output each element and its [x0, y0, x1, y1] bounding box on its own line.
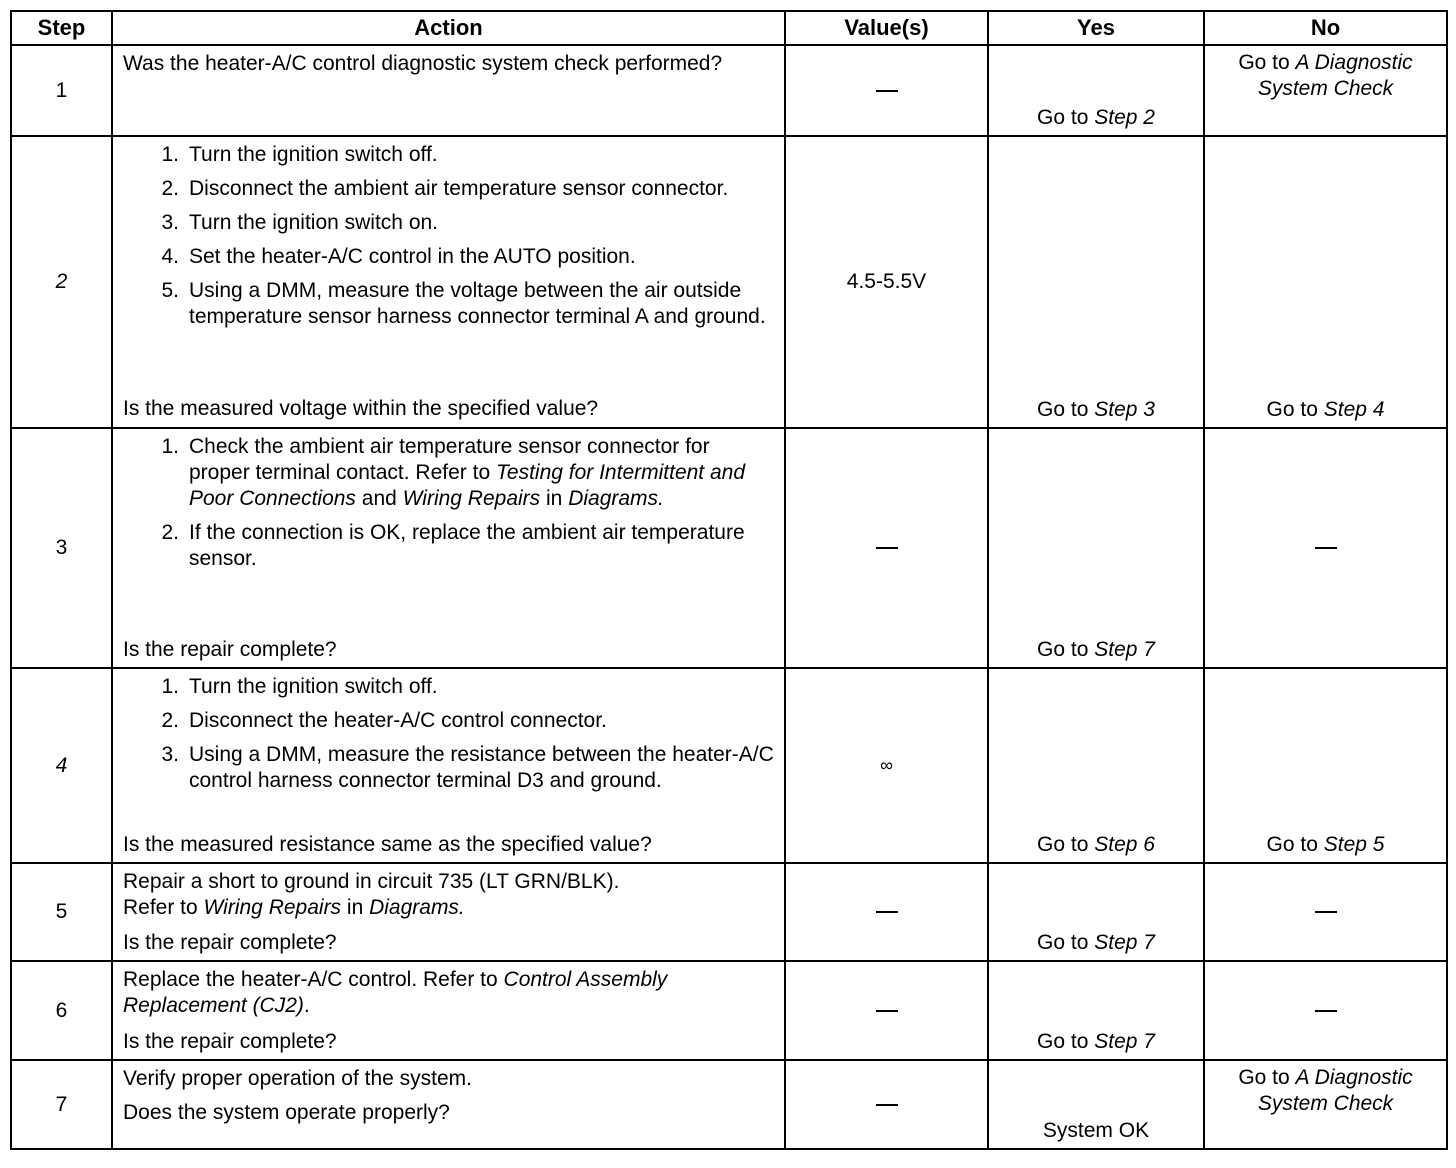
action-text: Repair a short to ground in circuit 735 (LT GRN/BLK).: [123, 870, 620, 893]
list-item: 4. Set the heater-A/C control in the AUTO position.: [161, 245, 636, 268]
value-cell: ∞: [785, 668, 988, 863]
value-cell: [785, 45, 988, 136]
table-row-step-6: [11, 961, 1447, 1060]
yes-prefix: Go to: [1037, 638, 1095, 661]
value-cell: [785, 428, 988, 668]
yes-prefix: Go to: [1037, 398, 1095, 421]
no-cell: [1204, 136, 1447, 428]
action-text: Replace the heater-A/C control. Refer to Control Assembly Replacement (CJ2).: [123, 968, 668, 1017]
action-cell: [112, 428, 785, 668]
table-row-step-7: [11, 1060, 1447, 1149]
list-item: 2. If the connection is OK, replace the ambient air temperature sensor.: [161, 521, 745, 570]
yes-link: Step 7: [1094, 931, 1155, 954]
step-number: 5: [11, 863, 112, 961]
list-item: 1. Turn the ignition switch off.: [161, 675, 438, 698]
no-cell: [1204, 428, 1447, 668]
header-action: Action: [112, 11, 785, 45]
header-step: Step: [11, 11, 112, 45]
action-cell: [112, 961, 785, 1060]
header-values: Value(s): [785, 11, 988, 45]
table-header-row: [11, 11, 1447, 45]
action-question: Is the repair complete?: [123, 1030, 337, 1053]
yes-link: Step 7: [1094, 638, 1155, 661]
action-cell: [112, 863, 785, 961]
action-question: Is the measured resistance same as the specified value?: [123, 833, 652, 856]
yes-link: Step 6: [1094, 833, 1155, 856]
no-link: Step 5: [1323, 833, 1385, 856]
table-row-step-1: [11, 45, 1447, 136]
action-steps: [123, 142, 774, 338]
no-cell: [1204, 45, 1447, 136]
yes-cell: System OK: [988, 1060, 1204, 1149]
action-cell: [112, 1060, 785, 1149]
action-text: Verify proper operation of the system.: [123, 1067, 473, 1090]
no-link: A Diagnostic System Check: [1257, 1066, 1413, 1115]
no-cell: [1204, 961, 1447, 1060]
list-item: 2. Disconnect the ambient air temperature sensor connector.: [161, 177, 729, 200]
dash-mark: [876, 1104, 898, 1106]
action-cell: [112, 136, 785, 428]
list-item: 2. Disconnect the heater-A/C control connector.: [161, 709, 607, 732]
yes-link: Step 7: [1094, 1030, 1155, 1053]
no-prefix: Go to: [1238, 51, 1296, 74]
action-steps: [123, 674, 774, 802]
step-number: 7: [11, 1060, 112, 1149]
table-row-step-3: [11, 428, 1447, 668]
no-prefix: Go to: [1266, 833, 1324, 856]
dash-mark: [1315, 547, 1337, 549]
no-prefix: Go to: [1238, 1066, 1296, 1089]
action-text: Was the heater-A/C control diagnostic system check performed?: [123, 52, 723, 75]
action-cell: [112, 45, 785, 136]
no-cell: [1204, 863, 1447, 961]
header-yes: Yes: [988, 11, 1204, 45]
action-cell: [112, 668, 785, 863]
step-number: 1: [11, 45, 112, 136]
action-reference: Refer to Wiring Repairs in Diagrams.: [123, 896, 465, 919]
list-item: 3. Using a DMM, measure the resistance between the heater-A/C control harness connector terminal D3 and ground.: [161, 743, 774, 792]
yes-cell: [988, 45, 1204, 136]
step-number: 4: [11, 668, 112, 863]
dash-mark: [876, 90, 898, 92]
no-cell: [1204, 1060, 1447, 1149]
no-link: Step 4: [1323, 398, 1385, 421]
dash-mark: [876, 547, 898, 549]
list-item: 1. Check the ambient air temperature sensor connector for proper terminal contact. Refer to Testing for Intermittent and Poor Connections and Wiring Repairs in Diagrams.: [161, 435, 746, 510]
yes-cell: [988, 961, 1204, 1060]
yes-cell: [988, 668, 1204, 863]
yes-cell: [988, 428, 1204, 668]
action-question: Is the repair complete?: [123, 638, 337, 661]
yes-prefix: Go to: [1037, 106, 1095, 129]
dash-mark: [1315, 1010, 1337, 1012]
value-cell: [785, 863, 988, 961]
yes-link: Step 3: [1094, 398, 1155, 421]
list-item: 1. Turn the ignition switch off.: [161, 143, 438, 166]
yes-cell: [988, 863, 1204, 961]
yes-cell: [988, 136, 1204, 428]
yes-prefix: Go to: [1037, 931, 1095, 954]
yes-link: Step 2: [1094, 106, 1155, 129]
diagnostic-table: [10, 10, 1448, 1150]
value-cell: 4.5-5.5V: [785, 136, 988, 428]
dash-mark: [876, 1010, 898, 1012]
table-row-step-2: [11, 136, 1447, 428]
no-cell: [1204, 668, 1447, 863]
list-item: 3. Turn the ignition switch on.: [161, 211, 439, 234]
action-question: Does the system operate properly?: [123, 1101, 450, 1124]
no-prefix: Go to: [1266, 398, 1324, 421]
value-cell: [785, 1060, 988, 1149]
dash-mark: [876, 911, 898, 913]
step-number: 3: [11, 428, 112, 668]
yes-prefix: Go to: [1037, 833, 1095, 856]
dash-mark: [1315, 911, 1337, 913]
action-question: Is the measured voltage within the specified value?: [123, 397, 599, 420]
action-question: Is the repair complete?: [123, 931, 337, 954]
list-item: 5. Using a DMM, measure the voltage between the air outside temperature sensor harness connector terminal A and ground.: [161, 279, 766, 328]
step-number: 6: [11, 961, 112, 1060]
no-link: A Diagnostic System Check: [1257, 51, 1413, 100]
step-number: 2: [11, 136, 112, 428]
action-steps: [123, 434, 774, 580]
header-no: No: [1204, 11, 1447, 45]
value-cell: [785, 961, 988, 1060]
table-row-step-5: [11, 863, 1447, 961]
table-row-step-4: [11, 668, 1447, 863]
diagnostic-page: [10, 10, 1446, 1150]
yes-prefix: Go to: [1037, 1030, 1095, 1053]
